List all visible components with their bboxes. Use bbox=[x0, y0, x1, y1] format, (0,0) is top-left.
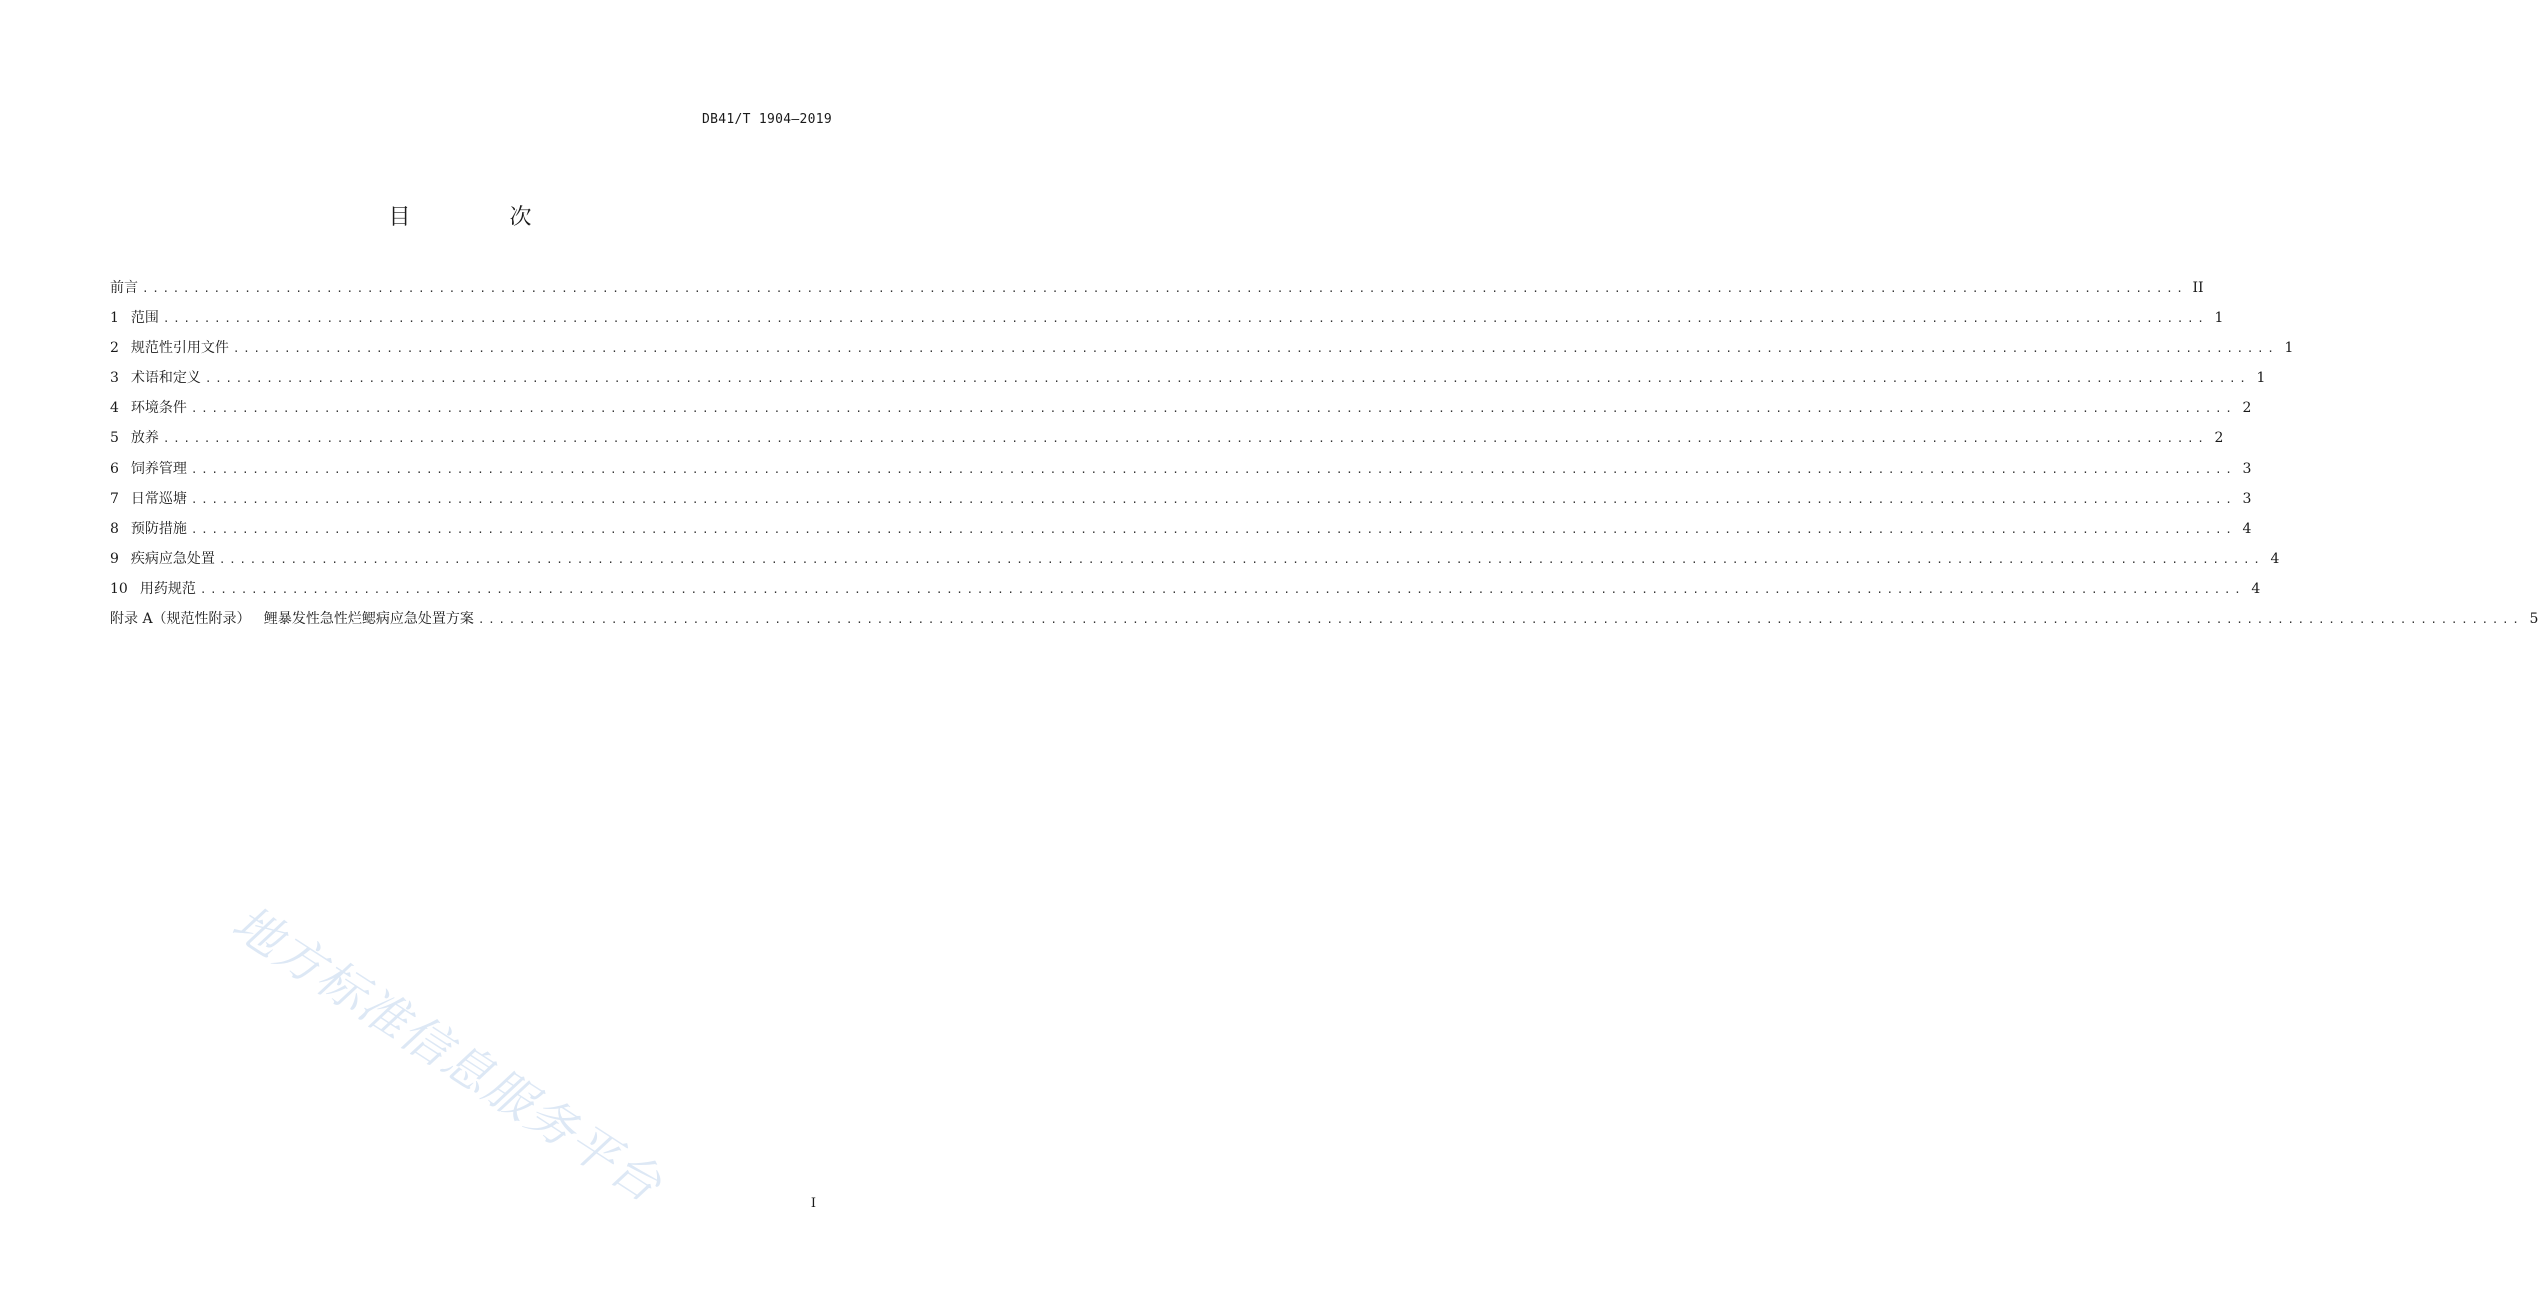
toc-entry-label: 饲养管理 bbox=[130, 460, 187, 477]
toc-entry-page: 4 bbox=[2242, 520, 2252, 537]
page-number: I bbox=[810, 1196, 816, 1211]
toc-entry-label: 规范性引用文件 bbox=[130, 340, 229, 357]
toc-entry[interactable] bbox=[110, 308, 2224, 338]
toc-entry[interactable] bbox=[110, 459, 2252, 489]
toc-entry-page: 1 bbox=[2284, 340, 2294, 357]
toc-entry-number: 2 bbox=[110, 340, 119, 357]
toc-leader-dots: ........................................................................................................................................................................................................ bbox=[232, 342, 2278, 356]
toc-entry-number: 10 bbox=[110, 580, 128, 597]
toc-entry-number: 7 bbox=[110, 490, 119, 507]
toc-entry[interactable] bbox=[110, 519, 2252, 549]
toc-leader-dots: ........................................................................................................................................................................................................ bbox=[190, 522, 2236, 536]
toc-entry-label: 环境条件 bbox=[130, 400, 187, 417]
toc-entry[interactable] bbox=[110, 398, 2252, 428]
toc-leader-dots: ........................................................................................................................................................................................................ bbox=[190, 462, 2236, 476]
toc-entry-page: 4 bbox=[2251, 580, 2261, 597]
table-of-contents bbox=[110, 278, 2538, 639]
toc-leader-dots: ........................................................................................................................................................................................................ bbox=[142, 282, 2187, 295]
toc-leader-dots: ........................................................................................................................................................................................................ bbox=[477, 613, 2523, 627]
toc-leader-dots: ........................................................................................................................................................................................................ bbox=[218, 552, 2264, 566]
toc-entry-label: 日常巡塘 bbox=[130, 490, 187, 507]
toc-entry[interactable] bbox=[110, 549, 2280, 579]
toc-entry[interactable] bbox=[110, 338, 2294, 368]
toc-leader-dots: ........................................................................................................................................................................................................ bbox=[162, 312, 2208, 326]
toc-leader-dots: ........................................................................................................................................................................................................ bbox=[190, 402, 2236, 416]
toc-entry[interactable] bbox=[110, 579, 2261, 609]
toc-entry-label: 疾病应急处置 bbox=[130, 550, 215, 567]
toc-entry-label: 前言 bbox=[110, 280, 138, 296]
toc-entry-page: 3 bbox=[2242, 490, 2252, 507]
toc-entry-label: 范围 bbox=[130, 310, 159, 327]
toc-entry-label: 附录 A（规范性附录） 鲤暴发性急性烂鳃病应急处置方案 bbox=[110, 611, 474, 628]
toc-entry[interactable] bbox=[110, 278, 2204, 308]
toc-entry-page: 1 bbox=[2256, 370, 2266, 387]
toc-entry-page: 2 bbox=[2214, 430, 2224, 447]
toc-entry-page: 4 bbox=[2270, 550, 2280, 567]
toc-entry-number: 1 bbox=[110, 310, 119, 327]
toc-entry-page: 1 bbox=[2214, 310, 2224, 327]
toc-entry[interactable] bbox=[110, 489, 2252, 519]
toc-leader-dots: ........................................................................................................................................................................................................ bbox=[190, 492, 2236, 506]
toc-entry-number: 5 bbox=[110, 430, 119, 447]
toc-entry-number: 3 bbox=[110, 370, 119, 387]
toc-leader-dots: ........................................................................................................................................................................................................ bbox=[199, 582, 2245, 596]
toc-entry-label: 预防措施 bbox=[130, 520, 187, 537]
page-title: 目 次 bbox=[388, 205, 578, 230]
toc-entry[interactable] bbox=[110, 428, 2224, 458]
toc-entry-page: 3 bbox=[2242, 460, 2252, 477]
toc-entry-label: 术语和定义 bbox=[130, 370, 201, 387]
toc-leader-dots: ........................................................................................................................................................................................................ bbox=[162, 432, 2208, 446]
toc-entry-number: 9 bbox=[110, 550, 119, 567]
toc-entry[interactable] bbox=[110, 609, 2538, 639]
toc-entry-number: 8 bbox=[110, 520, 119, 537]
toc-entry[interactable] bbox=[110, 368, 2266, 398]
toc-entry-number: 4 bbox=[110, 400, 119, 417]
watermark-text: 地方标准信息服务平台 bbox=[222, 894, 673, 1215]
toc-leader-dots: ........................................................................................................................................................................................................ bbox=[204, 372, 2250, 386]
toc-entry-label: 放养 bbox=[130, 430, 159, 447]
toc-entry-page: 2 bbox=[2242, 400, 2252, 417]
toc-entry-label: 用药规范 bbox=[139, 580, 196, 597]
document-code: DB41/T 1904—2019 bbox=[701, 112, 832, 127]
toc-entry-number: 6 bbox=[110, 460, 119, 477]
toc-entry-page: II bbox=[2192, 280, 2204, 296]
toc-entry-page: 5 bbox=[2529, 611, 2538, 628]
